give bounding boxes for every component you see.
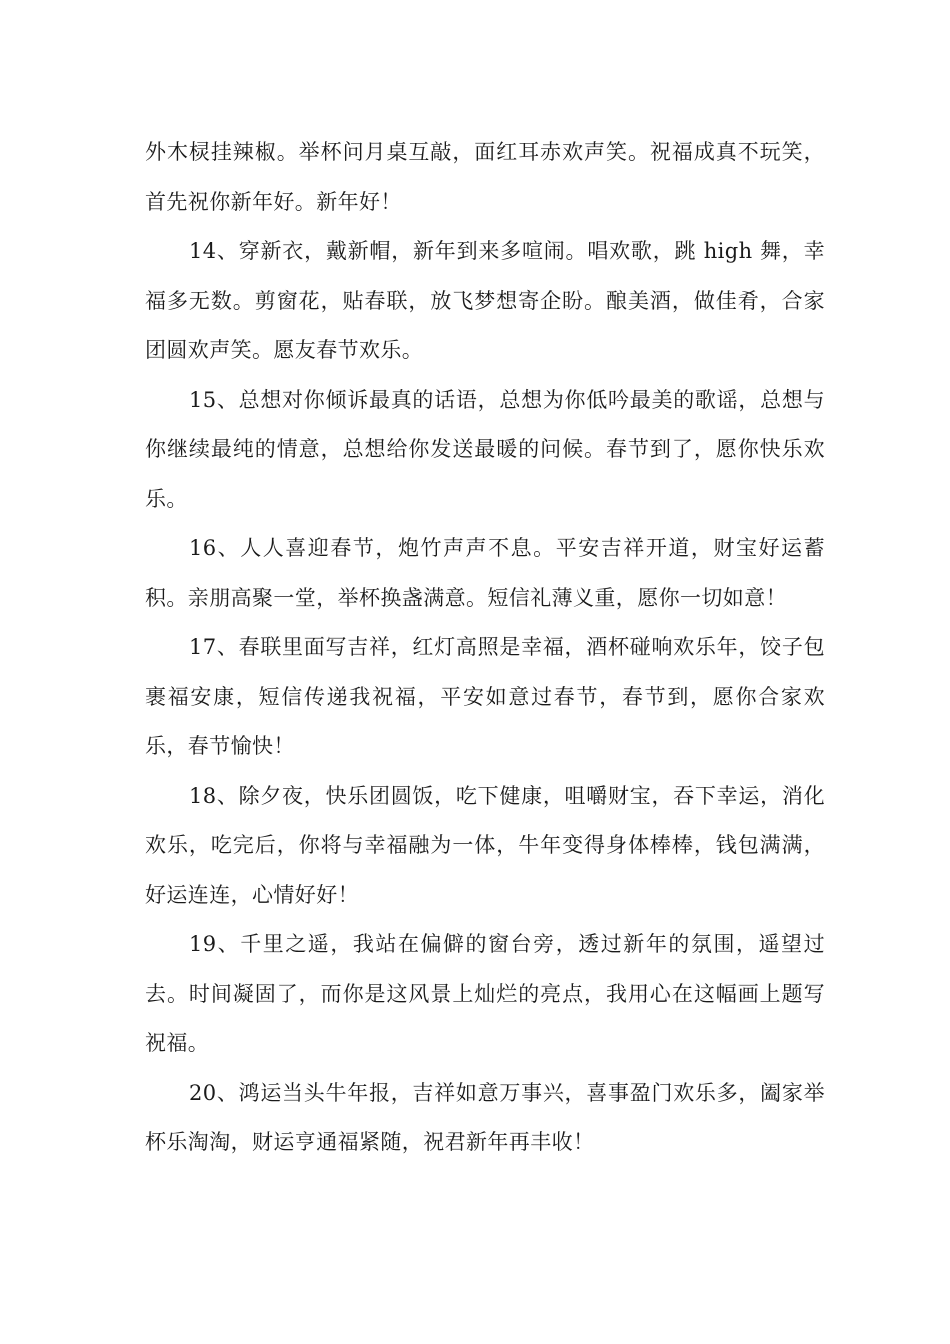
paragraph-continuation: 外木棂挂辣椒。举杯问月桌互敲，面红耳赤欢声笑。祝福成真不玩笑，首先祝你新年好。新年好！ [145, 140, 825, 214]
document-body [145, 128, 825, 1168]
paragraph-item-15: 15、总想对你倾诉最真的话语，总想为你低吟最美的歌谣，总想与你继续最纯的情意，总想给你发送最暖的问候。春节到了，愿你快乐欢乐。 [145, 387, 825, 511]
paragraph-item-17: 17、春联里面写吉祥，红灯高照是幸福，酒杯碰响欢乐年，饺子包裹福安康，短信传递我祝福，平安如意过春节，春节到，愿你合家欢乐，春节愉快！ [145, 635, 825, 758]
paragraph-item-18: 18、除夕夜，快乐团圆饭，吃下健康，咀嚼财宝，吞下幸运，消化欢乐，吃完后，你将与幸福融为一体，牛年变得身体棒棒，钱包满满，好运连连，心情好好！ [145, 783, 825, 907]
paragraph-item-14: 14、穿新衣，戴新帽，新年到来多喧闹。唱欢歌，跳 high 舞，幸福多无数。剪窗花，贴春联，放飞梦想寄企盼。酿美酒，做佳肴，合家团圆欢声笑。愿友春节欢乐。 [145, 239, 825, 362]
paragraph-item-16: 16、人人喜迎春节，炮竹声声不息。平安吉祥开道，财宝好运蓄积。亲朋高聚一堂，举杯换盏满意。短信礼薄义重，愿你一切如意！ [145, 536, 825, 610]
paragraph-item-19: 19、千里之遥，我站在偏僻的窗台旁，透过新年的氛围，遥望过去。时间凝固了，而你是这风景上灿烂的亮点，我用心在这幅画上题写祝福。 [145, 932, 825, 1055]
paragraph-item-20: 20、鸿运当头牛年报，吉祥如意万事兴，喜事盈门欢乐多，阖家举杯乐淘淘，财运亨通福紧随，祝君新年再丰收！ [145, 1080, 825, 1154]
